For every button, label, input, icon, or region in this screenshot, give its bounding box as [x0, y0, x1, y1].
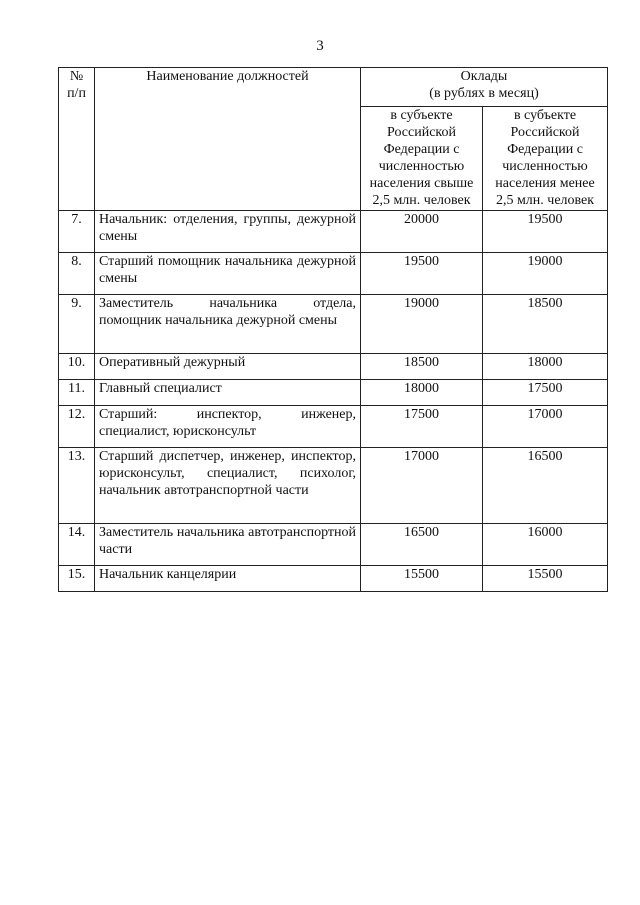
table-row: [59, 524, 608, 566]
table-row: [59, 566, 608, 592]
row-number: 13.: [59, 448, 95, 524]
salary-over: 20000: [361, 211, 483, 253]
salary-under: 19500: [483, 211, 608, 253]
table-row: [59, 406, 608, 448]
header-population-under: в субъекте Российской Федерации с численностью населения менее 2,5 млн. человек: [483, 107, 608, 211]
salary-under: 16000: [483, 524, 608, 566]
header-salary-unit: (в рублях в месяц): [429, 86, 539, 101]
row-number: 7.: [59, 211, 95, 253]
table-row: [59, 211, 608, 253]
salary-over: 17500: [361, 406, 483, 448]
position-name: Главный специалист: [95, 380, 361, 406]
row-number: 11.: [59, 380, 95, 406]
row-number: 10.: [59, 354, 95, 380]
table-row: [59, 380, 608, 406]
salary-under: 15500: [483, 566, 608, 592]
table-body: [59, 211, 608, 592]
header-salary: [361, 68, 608, 107]
header-population-over: в субъекте Российской Федерации с численностью населения свыше 2,5 млн. человек: [361, 107, 483, 211]
table-row: [59, 253, 608, 295]
table-row: [59, 295, 608, 354]
salary-table: [58, 67, 608, 592]
position-name: Старший: инспектор, инженер, специалист, юрисконсульт: [95, 406, 361, 448]
salary-under: 19000: [483, 253, 608, 295]
header-num: № п/п: [59, 68, 95, 211]
page-number: 3: [316, 38, 324, 54]
row-number: 9.: [59, 295, 95, 354]
salary-over: 16500: [361, 524, 483, 566]
position-name: Заместитель начальника автотранспортной части: [95, 524, 361, 566]
salary-under: 17000: [483, 406, 608, 448]
salary-over: 18500: [361, 354, 483, 380]
salary-under: 18000: [483, 354, 608, 380]
table-row: [59, 354, 608, 380]
row-number: 8.: [59, 253, 95, 295]
salary-over: 15500: [361, 566, 483, 592]
header-salary-title: Оклады: [460, 69, 508, 84]
position-name: Заместитель начальника отдела, помощник начальника дежурной смены: [95, 295, 361, 354]
salary-over: 17000: [361, 448, 483, 524]
position-name: Оперативный дежурный: [95, 354, 361, 380]
salary-over: 19000: [361, 295, 483, 354]
salary-under: 18500: [483, 295, 608, 354]
position-name: Начальник: отделения, группы, дежурной смены: [95, 211, 361, 253]
position-name: Старший помощник начальника дежурной смены: [95, 253, 361, 295]
position-name: Старший диспетчер, инженер, инспектор, юрисконсульт, специалист, психолог, начальник автотранспортной части: [95, 448, 361, 524]
position-name: Начальник канцелярии: [95, 566, 361, 592]
header-row: [59, 68, 608, 107]
row-number: 14.: [59, 524, 95, 566]
header-position-name: Наименование должностей: [95, 68, 361, 211]
salary-under: 17500: [483, 380, 608, 406]
salary-under: 16500: [483, 448, 608, 524]
table-row: [59, 448, 608, 524]
row-number: 12.: [59, 406, 95, 448]
row-number: 15.: [59, 566, 95, 592]
salary-over: 18000: [361, 380, 483, 406]
salary-over: 19500: [361, 253, 483, 295]
